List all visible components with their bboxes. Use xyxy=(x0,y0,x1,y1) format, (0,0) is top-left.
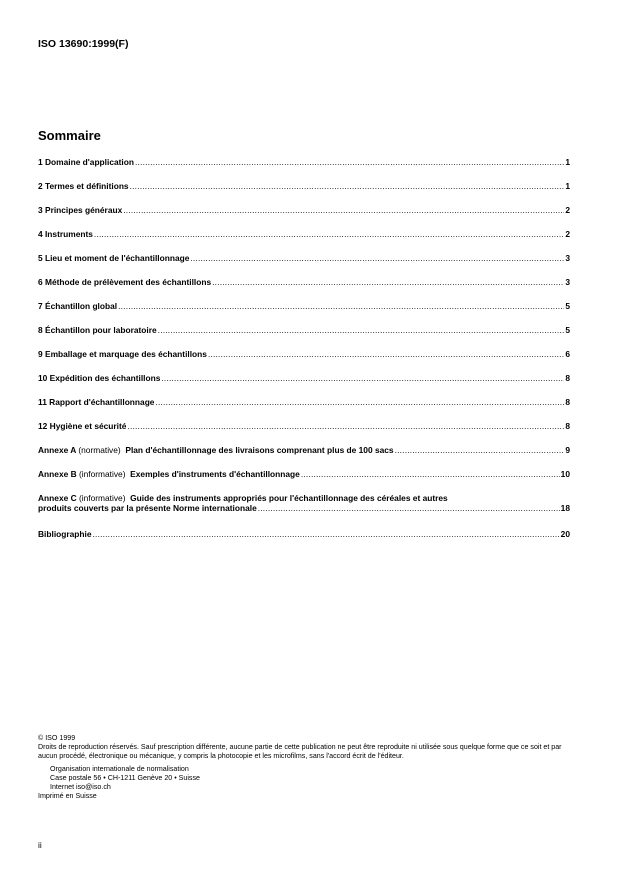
leader-dots xyxy=(93,529,560,539)
leader-dots xyxy=(301,469,560,479)
toc-entry-label: 10 Expédition des échantillons xyxy=(38,373,161,383)
toc-entry[interactable] xyxy=(38,397,570,407)
toc-entry-page: 2 xyxy=(565,229,570,239)
toc-entry-label: 3 Principes généraux xyxy=(38,205,123,215)
leader-dots xyxy=(118,301,564,311)
toc-annex-b[interactable] xyxy=(38,469,570,479)
leader-dots xyxy=(127,421,564,431)
toc-annex-c[interactable] xyxy=(38,493,570,513)
toc-entry-label: 5 Lieu et moment de l'échantillonnage xyxy=(38,253,190,263)
leader-dots xyxy=(208,349,564,359)
toc-entry-page: 3 xyxy=(565,277,570,287)
leader-dots xyxy=(158,325,565,335)
toc-entry[interactable] xyxy=(38,277,570,287)
annex-prefix: Annexe B xyxy=(38,469,77,479)
annex-title: Plan d'échantillonnage des livraisons comprenant plus de 100 sacs xyxy=(125,445,394,455)
copyright-line: © ISO 1999 xyxy=(38,734,76,742)
toc-entry-label: 11 Rapport d'échantillonnage xyxy=(38,397,155,407)
copyright-block xyxy=(38,734,578,801)
toc-entry-page: 1 xyxy=(565,157,570,167)
postal-address: Case postale 56 • CH-1211 Genève 20 • Suisse xyxy=(50,774,200,782)
toc-entry-page: 5 xyxy=(565,325,570,335)
toc-entry-label: Bibliographie xyxy=(38,529,92,539)
page-number: ii xyxy=(38,840,42,850)
annex-type: (normative) xyxy=(78,445,121,455)
toc-entry[interactable] xyxy=(38,205,570,215)
leader-dots xyxy=(212,277,564,287)
toc-entry[interactable] xyxy=(38,229,570,239)
printed-in: Imprimé en Suisse xyxy=(38,792,97,800)
toc-entry-label: 8 Échantillon pour laboratoire xyxy=(38,325,157,335)
annex-prefix: Annexe A xyxy=(38,445,77,455)
toc-entry-label: 1 Domaine d'application xyxy=(38,157,134,167)
toc-entry-label: 4 Instruments xyxy=(38,229,93,239)
annex-page: 10 xyxy=(560,469,570,479)
toc-bibliography[interactable] xyxy=(38,529,570,539)
toc-entry-label: 9 Emballage et marquage des échantillons xyxy=(38,349,207,359)
toc-entry-page: 5 xyxy=(565,301,570,311)
leader-dots xyxy=(190,253,564,263)
document-id: ISO 13690:1999(F) xyxy=(38,38,129,50)
internet-contact: Internet iso@iso.ch xyxy=(50,783,111,791)
toc-entry-label: 6 Méthode de prélèvement des échantillons xyxy=(38,277,212,287)
toc-entry[interactable] xyxy=(38,421,570,431)
leader-dots xyxy=(155,397,564,407)
leader-dots xyxy=(123,205,564,215)
toc-annex-a[interactable] xyxy=(38,445,570,455)
annex-page: 9 xyxy=(565,445,570,455)
annex-prefix: Annexe C xyxy=(38,493,77,503)
toc-entry-label: 2 Termes et définitions xyxy=(38,181,129,191)
organization-name: Organisation internationale de normalisation xyxy=(50,765,189,773)
toc-entry-page: 2 xyxy=(565,205,570,215)
toc-entry-page: 8 xyxy=(565,397,570,407)
toc-entry-page: 8 xyxy=(565,373,570,383)
leader-dots xyxy=(395,445,565,455)
annex-type: (informative) xyxy=(78,493,126,503)
annex-title: Guide des instruments appropriés pour l'échantillonnage des céréales et autres xyxy=(130,493,448,503)
toc-entry-page: 8 xyxy=(565,421,570,431)
annex-page: 18 xyxy=(560,503,570,513)
toc-entry[interactable] xyxy=(38,181,570,191)
toc-entry[interactable] xyxy=(38,373,570,383)
toc-entry-page: 3 xyxy=(565,253,570,263)
toc-entry-page: 6 xyxy=(565,349,570,359)
toc-entry-label: 12 Hygiène et sécurité xyxy=(38,421,127,431)
toc-entry-page: 1 xyxy=(565,181,570,191)
leader-dots xyxy=(94,229,564,239)
toc-title: Sommaire xyxy=(38,128,101,143)
toc-entry[interactable] xyxy=(38,253,570,263)
leader-dots xyxy=(258,503,560,513)
leader-dots xyxy=(130,181,565,191)
annex-type: (informative) xyxy=(78,469,126,479)
annex-title: Exemples d'instruments d'échantillonnage xyxy=(130,469,300,479)
toc-entry-label: 7 Échantillon global xyxy=(38,301,118,311)
leader-dots xyxy=(161,373,564,383)
toc-entry[interactable] xyxy=(38,301,570,311)
rights-statement: Droits de reproduction réservés. Sauf prescription différente, aucune partie de cette publication ne peut être reproduite ni utilisée sous quelque forme que ce soit et par aucun procédé, électronique ou mécanique, y compris la photocopie et les microfilms, sans l'accord écrit de l'éditeur. xyxy=(38,743,562,760)
toc-entry[interactable] xyxy=(38,325,570,335)
leader-dots xyxy=(135,157,564,167)
toc-entry-page: 20 xyxy=(560,529,570,539)
toc-entry[interactable] xyxy=(38,349,570,359)
annex-title-line2: produits couverts par la présente Norme internationale xyxy=(38,503,257,513)
toc-entry[interactable] xyxy=(38,157,570,167)
